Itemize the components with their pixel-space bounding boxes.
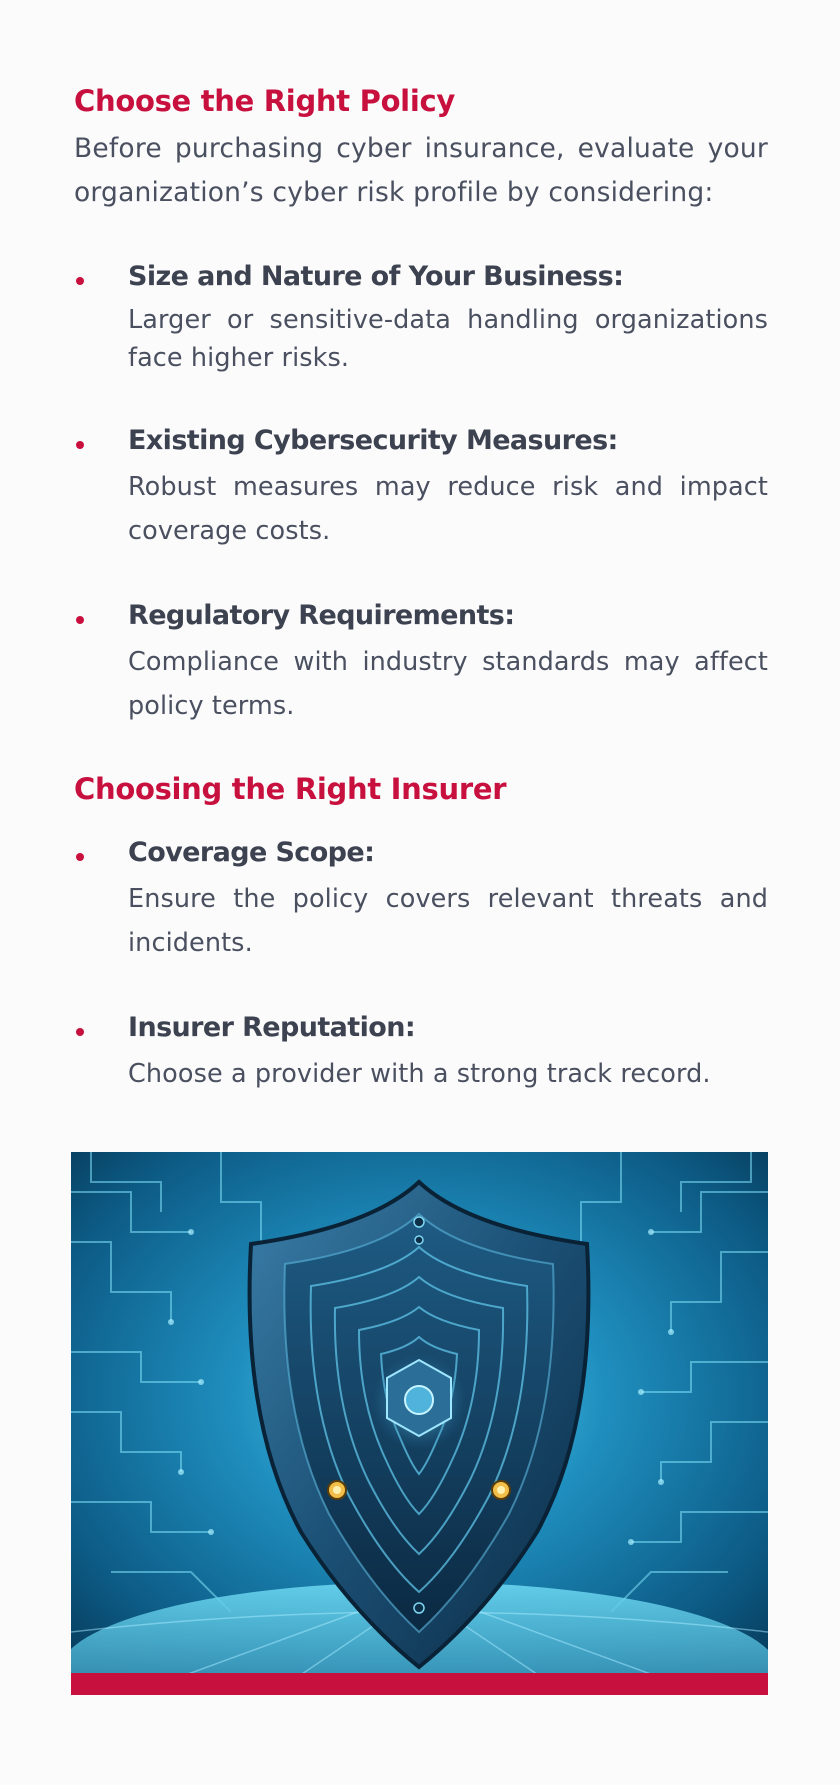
section-heading-choose-insurer: Choosing the Right Insurer — [74, 772, 507, 806]
cyber-shield-illustration — [71, 1152, 768, 1695]
bullet-icon — [76, 441, 84, 449]
item-title: Existing Cybersecurity Measures: — [128, 425, 618, 456]
shield-icon — [71, 1152, 768, 1695]
item-body: Compliance with industry standards may affect policy terms. — [128, 647, 768, 721]
item-title: Insurer Reputation: — [128, 1012, 416, 1043]
item-body: Choose a provider with a strong track record. — [128, 1059, 711, 1089]
item-title: Size and Nature of Your Business: — [128, 261, 624, 292]
item-title: Regulatory Requirements: — [128, 600, 515, 631]
section-heading-choose-policy: Choose the Right Policy — [74, 84, 455, 118]
item-body: Ensure the policy covers relevant threats and incidents. — [128, 884, 768, 958]
footer-accent-bar — [71, 1673, 768, 1695]
item-body: Larger or sensitive-data handling organizations face higher risks. — [128, 305, 768, 373]
bullet-icon — [76, 853, 84, 861]
bullet-icon — [76, 1028, 84, 1036]
bullet-icon — [76, 616, 84, 624]
item-body: Robust measures may reduce risk and impact coverage costs. — [128, 472, 768, 546]
item-title: Coverage Scope: — [128, 837, 375, 868]
bullet-icon — [76, 277, 84, 285]
section-intro: Before purchasing cyber insurance, evaluate your organization’s cyber risk profile by considering: — [74, 133, 768, 208]
